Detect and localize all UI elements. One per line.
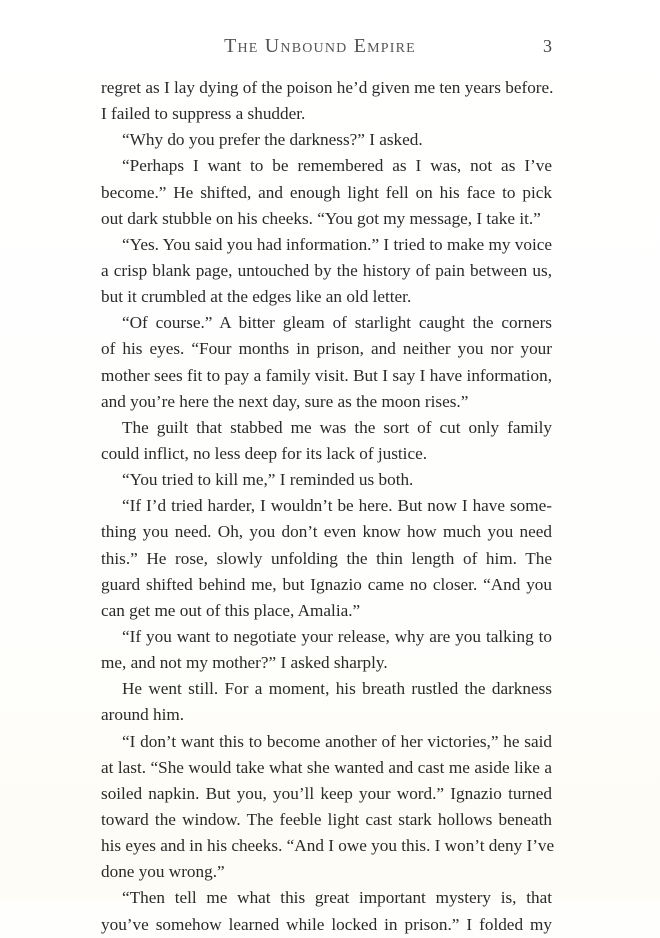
text-line: He went still. For a moment, his breath rustled the darkness [122, 679, 552, 699]
text-line: I failed to suppress a shudder. [101, 104, 306, 124]
text-line: “Yes. You said you had information.” I tried to make my voice [122, 234, 552, 254]
text-line: done you wrong.” [101, 862, 225, 882]
text-line: you’ve somehow learned while locked in prison.” I folded my [101, 914, 552, 934]
text-line: “Of course.” A bitter gleam of starlight caught the corners [122, 313, 552, 333]
text-line: and you’re here the next day, sure as the moon rises.” [101, 391, 469, 411]
text-line: “I don’t want this to become another of her victories,” he said [122, 731, 552, 751]
text-line: can get me out of this place, Amalia.” [101, 600, 361, 620]
text-line: thing you need. Oh, you don’t even know how much you need [101, 522, 552, 542]
text-line: “Why do you prefer the darkness?” I asked. [122, 130, 423, 150]
text-line: mother sees fit to pay a family visit. But I say I have information, [101, 365, 552, 385]
text-line: his eyes and in his cheeks. “And I owe you this. I won’t deny I’ve [101, 836, 555, 856]
text-line: “You tried to kill me,” I reminded us both. [122, 470, 414, 490]
text-line: become.” He shifted, and enough light fell on his face to pick [101, 182, 552, 202]
text-line: could inflict, no less deep for its lack of justice. [101, 443, 428, 463]
text-line: this.” He rose, slowly unfolding the thin length of him. The [101, 548, 552, 568]
text-line: of his eyes. “Four months in prison, and neither you nor your [101, 339, 552, 359]
text-line: “Perhaps I want to be remembered as I was, not as I’ve [122, 156, 552, 176]
text-line: but it crumbled at the edges like an old letter. [101, 287, 412, 307]
text-line: me, and not my mother?” I asked sharply. [101, 653, 388, 673]
text-line: “Then tell me what this great important mystery is, that [122, 888, 552, 908]
text-line: guard shifted behind me, but Ignazio came no closer. “And you [101, 574, 552, 594]
text-line: a crisp blank page, untouched by the history of pain between us, [101, 260, 552, 280]
text-line: regret as I lay dying of the poison he’d given me ten years before. [101, 78, 554, 97]
text-line: The guilt that stabbed me was the sort of cut only family [122, 417, 552, 437]
text-line: soiled napkin. But you, you’ll keep your word.” Ignazio turned [101, 783, 552, 803]
page-number: 3 [543, 36, 552, 56]
text-line: out dark stubble on his cheeks. “You got my message, I take it.” [101, 208, 541, 228]
running-head [100, 33, 552, 59]
text-line: around him. [101, 705, 185, 725]
text-line: “If you want to negotiate your release, why are you talking to [122, 626, 552, 646]
body-text [101, 75, 555, 938]
running-title: The Unbound Empire [224, 35, 416, 57]
text-line: “If I’d tried harder, I wouldn’t be here. But now I have some- [122, 496, 552, 516]
text-line: toward the window. The feeble light cast stark hollows beneath [101, 809, 552, 829]
text-line: at last. “She would take what she wanted and cast me aside like a [101, 757, 552, 777]
